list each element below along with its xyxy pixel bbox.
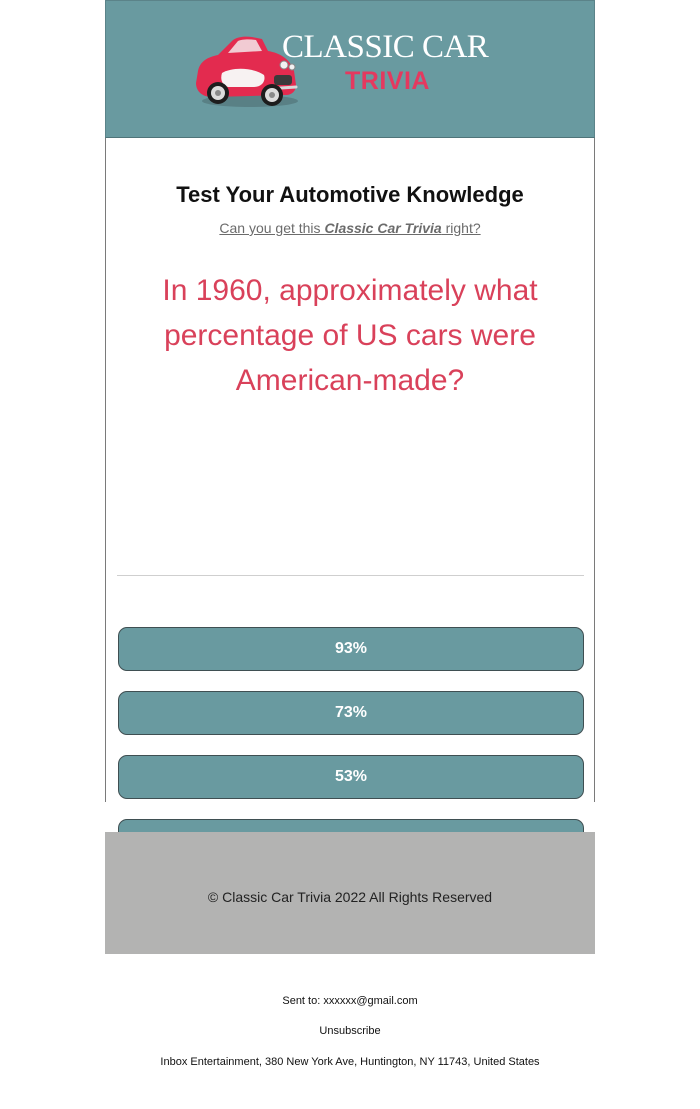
subheading-emphasis: Classic Car Trivia — [324, 220, 442, 236]
sent-to-text: Sent to: xxxxxx@gmail.com — [282, 995, 418, 1007]
answer-button-2[interactable]: 73% — [118, 691, 584, 735]
subheading-suffix: right? — [441, 220, 481, 236]
main-content — [105, 138, 595, 802]
divider-top — [117, 575, 584, 576]
unsubscribe-link[interactable]: Unsubscribe — [319, 1025, 381, 1037]
sender-address: Inbox Entertainment, 380 New York Ave, Huntington, NY 11743, United States — [160, 1056, 540, 1068]
logo-title: CLASSIC CAR — [282, 29, 489, 65]
header-banner — [105, 0, 595, 138]
trivia-question: In 1960, approximately what percentage of US cars were American-made? — [162, 274, 538, 397]
answer-button-1[interactable]: 93% — [118, 627, 584, 671]
email-container — [105, 0, 595, 905]
subheading-link[interactable] — [106, 220, 594, 236]
subheading-prefix: Can you get this — [219, 220, 325, 236]
logo-subtitle: TRIVIA — [345, 67, 430, 95]
page-heading: Test Your Automotive Knowledge — [176, 182, 524, 207]
copyright-text: © Classic Car Trivia 2022 All Rights Reserved — [207, 889, 493, 905]
answer-button-3[interactable]: 53% — [118, 755, 584, 799]
footer-banner — [105, 832, 595, 954]
